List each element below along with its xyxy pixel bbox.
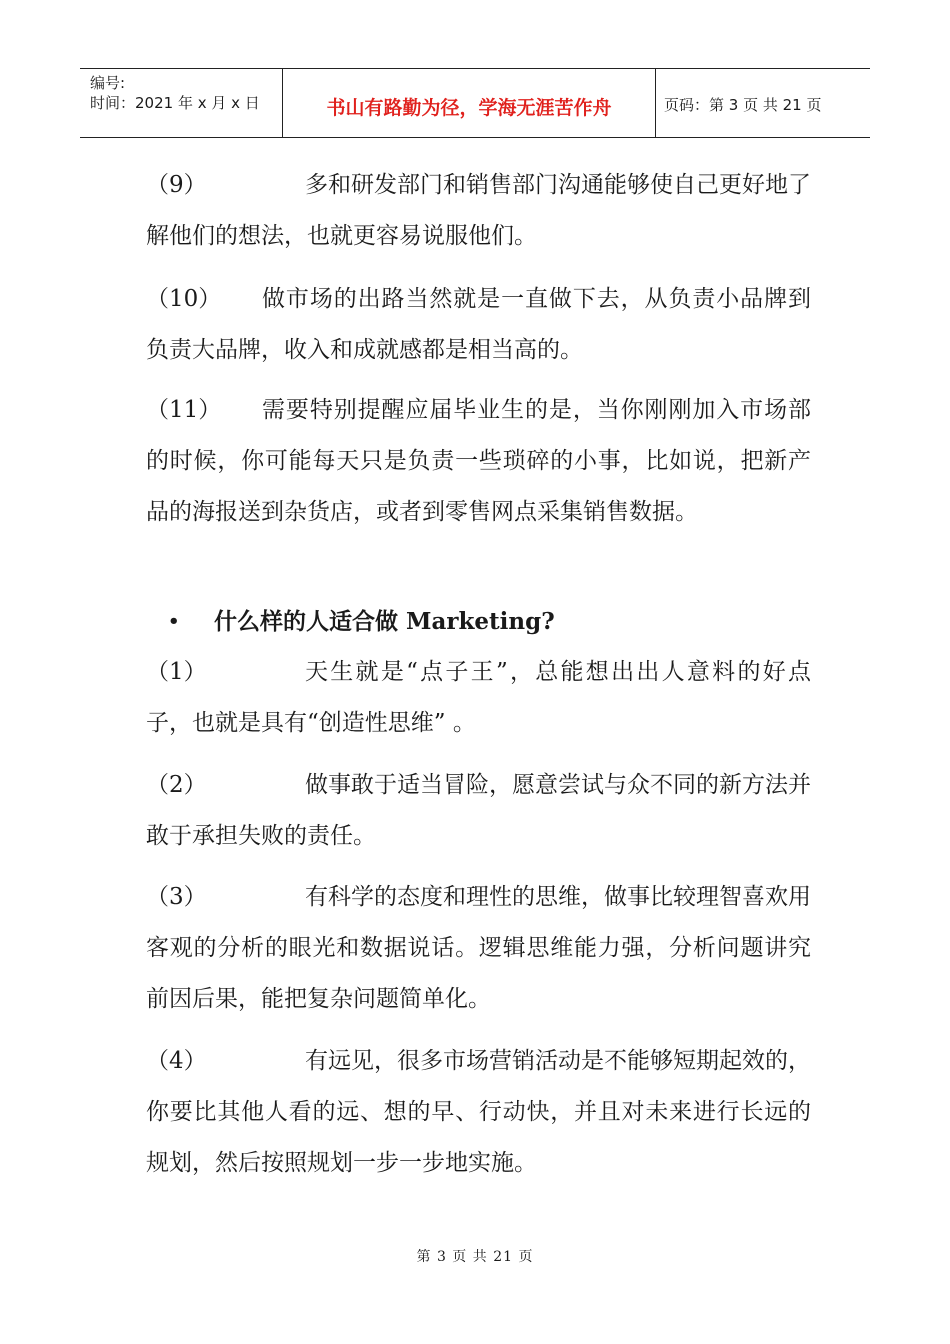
page-label: 页码：第 3 页 共 21 页 [664,96,822,114]
item-number: （1） [146,659,207,685]
paragraph-10 [146,274,811,376]
list-item-2 [146,760,811,862]
item-number: （3） [146,884,207,910]
bullet-icon: • [168,611,180,632]
item-text: 有科学的态度和理性的思维，做事比较理智喜欢用客观的分析的眼光和数据说话。逻辑思维能力强，分析问题讲究前因后果，能把复杂问题简单化。 [146,884,811,1012]
header-meta [80,69,282,137]
item-number: （2） [146,772,207,798]
code-label: 编号: [90,74,126,92]
list-item-4 [146,1036,811,1189]
paragraph-text: 需要特别提醒应届毕业生的是，当你刚刚加入市场部的时候，你可能每天只是负责一些琐碎的小事，比如说，把新产品的海报送到杂货店，或者到零售网点采集销售数据。 [146,397,811,525]
item-text: 做事敢于适当冒险，愿意尝试与众不同的新方法并敢于承担失败的责任。 [146,772,811,849]
paragraph-number: （9） [146,172,207,198]
date-label: 时间：2021 年 x 月 x 日 [90,94,260,112]
motto: 书山有路勤为径，学海无涯苦作舟 [326,97,612,119]
header-page-cell [654,69,870,137]
page-footer: 第 3 页 共 21 页 [416,1249,534,1265]
header-motto-cell [282,69,656,137]
paragraph-number: （11） [146,397,222,423]
paragraph-text: 做市场的出路当然就是一直做下去，从负责小品牌到负责大品牌，收入和成就感都是相当高的。 [146,286,811,363]
paragraph-number: （10） [146,286,222,312]
page-header [80,68,870,138]
paragraph-9 [146,160,811,262]
list-item-1 [146,647,811,749]
list-item-3 [146,872,811,1025]
item-text: 天生就是“点子王”，总能想出出人意料的好点子，也就是具有“创造性思维” 。 [146,659,811,736]
item-text: 有远见，很多市场营销活动是不能够短期起效的，你要比其他人看的远、想的早、行动快，并且对未来进行长远的规划，然后按照规划一步一步地实施。 [146,1048,811,1176]
section-heading-text: 什么样的人适合做 Marketing? [214,608,555,635]
item-number: （4） [146,1048,207,1074]
paragraph-11 [146,385,811,538]
paragraph-text: 多和研发部门和销售部门沟通能够使自己更好地了解他们的想法，也就更容易说服他们。 [146,172,811,249]
